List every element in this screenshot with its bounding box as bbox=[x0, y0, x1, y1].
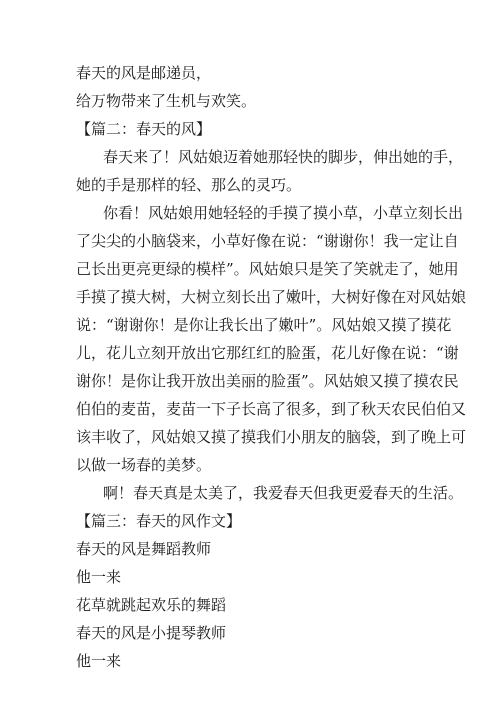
paragraph-line: 谢你！是你让我开放出美丽的脸蛋”。风姑娘又摸了摸农民 bbox=[76, 372, 459, 390]
paragraph-line: 该丰收了，风姑娘又摸了摸我们小朋友的脑袋，到了晚上可 bbox=[76, 428, 467, 446]
paragraph-line: 啊！春天真是太美了，我爱春天但我更爱春天的生活。 bbox=[103, 484, 464, 502]
paragraph-line: 她的手是那样的轻、那么的灵巧。 bbox=[76, 176, 302, 194]
poem-line: 给万物带来了生机与欢笑。 bbox=[76, 92, 257, 110]
section-heading: 【篇三：春天的风作文】 bbox=[76, 512, 242, 530]
poem-line: 花草就跳起欢乐的舞蹈 bbox=[76, 596, 227, 614]
poem-line: 春天的风是邮递员， bbox=[76, 64, 212, 82]
paragraph-line: 了尖尖的小脑袋来，小草好像在说：“谢谢你！我一定让自 bbox=[76, 232, 459, 250]
poem-line: 他一来 bbox=[76, 568, 122, 586]
paragraph-line: 说：“谢谢你！是你让我长出了嫩叶”。风姑娘又摸了摸花 bbox=[76, 316, 452, 334]
paragraph-line: 己长出更亮更绿的模样”。风姑娘只是笑了笑就走了，她用 bbox=[76, 260, 459, 278]
poem-line: 他一来 bbox=[76, 652, 122, 670]
paragraph-line: 你看！风姑娘用她轻轻的手摸了摸小草，小草立刻长出 bbox=[103, 204, 464, 222]
paragraph-line: 手摸了摸大树，大树立刻长出了嫩叶，大树好像在对风姑娘 bbox=[76, 288, 467, 306]
poem-line: 春天的风是舞蹈教师 bbox=[76, 540, 212, 558]
paragraph-line: 春天来了！风姑娘迈着她那轻快的脚步，伸出她的手， bbox=[103, 148, 464, 166]
paragraph-line: 伯伯的麦苗，麦苗一下子长高了很多，到了秋天农民伯伯又 bbox=[76, 400, 467, 418]
section-heading: 【篇二：春天的风】 bbox=[76, 120, 212, 138]
poem-line: 春天的风是小提琴教师 bbox=[76, 624, 227, 642]
paragraph-line: 以做一场春的美梦。 bbox=[76, 456, 212, 474]
paragraph-line: 儿，花儿立刻开放出它那红红的脸蛋，花儿好像在说：“谢 bbox=[76, 344, 459, 362]
